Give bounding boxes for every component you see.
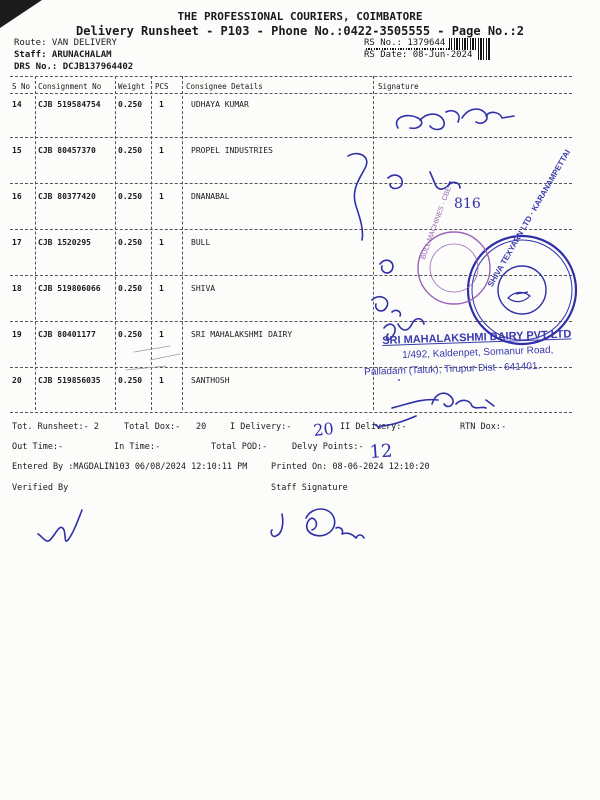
route-label: Route: VAN DELIVERY: [14, 38, 117, 48]
col-header-weight: Weight: [118, 82, 146, 91]
dairy-stamp-name: SRI MAHALAKSHMI DAIRY PVT LTD: [382, 328, 572, 347]
signature-row14: [397, 109, 514, 129]
total-pod-label: Total POD:-: [211, 442, 268, 452]
check-mark: [374, 416, 416, 428]
row-weight: 0.250: [118, 284, 143, 293]
signature-row20: [392, 393, 494, 408]
row-consignee: PROPEL INDUSTRIES: [191, 146, 273, 155]
row-weight: 0.250: [118, 146, 143, 155]
col-header-signature: Signature: [378, 82, 419, 91]
in-time-label: In Time:-: [114, 442, 161, 452]
delvy-points-handwritten: 12: [368, 440, 394, 463]
runsheet-title: Delivery Runsheet - P103 - Phone No.:0422-3505555 - Page No.:2: [76, 24, 524, 38]
printed-on: Printed On: 08-06-2024 12:10:20: [271, 462, 430, 472]
row-consignee: DNANABAL: [191, 192, 230, 201]
row-consignment: CJB 519584754: [38, 100, 101, 109]
dairy-stamp-address2: Palladam (Taluk), Tirupur Dist - 641401.: [364, 360, 541, 378]
i-delivery-handwritten: 20: [312, 418, 335, 440]
row-consignment: CJB 519856035: [38, 376, 101, 385]
total-dox-value: 20: [196, 422, 207, 432]
row-weight: 0.250: [118, 192, 143, 201]
row-consignment: CJB 80457370: [38, 146, 96, 155]
col-header-consignment: Consignment No: [38, 82, 102, 91]
row-weight: 0.250: [118, 100, 143, 109]
out-time-label: Out Time:-: [12, 442, 64, 452]
col-header-sno: S No: [12, 82, 31, 91]
row-sno: 19: [12, 330, 22, 339]
row-pcs: 1: [159, 284, 164, 293]
row-sno: 16: [12, 192, 22, 201]
machine-stamp-text: BULL MACHINES · CBE: [420, 185, 453, 261]
row-sno: 18: [12, 284, 22, 293]
row-consignment: CJB 519806066: [38, 284, 101, 293]
row-consignee: BULL: [191, 238, 211, 247]
col-header-pcs: PCS: [155, 82, 169, 91]
row-weight: 0.250: [118, 330, 143, 339]
dairy-stamp-address1: 1/492, Kaldenpet, Somanur Road,: [402, 344, 554, 361]
row-pcs: 1: [159, 146, 164, 155]
row-pcs: 1: [159, 100, 164, 109]
ii-delivery-label: II Delivery:-: [340, 422, 407, 432]
row-pcs: 1: [159, 376, 164, 385]
row-weight: 0.250: [118, 238, 143, 247]
staff-signature: [271, 509, 364, 538]
row-sno: 20: [12, 376, 22, 385]
staff-label: Staff: ARUNACHALAM: [14, 50, 112, 60]
rtn-dox-label: RTN Dox:-: [460, 422, 507, 432]
row-consignee: SANTHOSH: [191, 376, 230, 385]
pencil-mark: [126, 346, 180, 370]
staff-signature-label: Staff Signature: [271, 483, 348, 493]
row-consignment: CJB 80401177: [38, 330, 96, 339]
rs-number: RS No.: 1379644: [364, 38, 449, 48]
row-weight: 0.250: [118, 376, 143, 385]
verified-signature: [38, 510, 82, 541]
row-pcs: 1: [159, 192, 164, 201]
row-pcs: 1: [159, 330, 164, 339]
signature-row18: [372, 297, 400, 316]
rs-date: RS Date: 08-Jun-2024: [364, 50, 476, 60]
round-stamp-text: SHIVA TEXYARN LTD · KARANAMPETTAI: [486, 148, 573, 289]
signature-row17: [380, 260, 393, 273]
row-consignment: CJB 1520295: [38, 238, 91, 247]
row-sno: 14: [12, 100, 22, 109]
col-header-consignee: Consignee Details: [186, 82, 263, 91]
verified-by-label: Verified By: [12, 483, 69, 493]
row-sno: 15: [12, 146, 22, 155]
row-consignee: SRI MAHALAKSHMI DAIRY: [191, 330, 293, 339]
row16-handwritten-note: 816: [454, 196, 481, 212]
i-delivery-label: I Delivery:-: [230, 422, 292, 432]
row-consignee: SHIVA: [191, 284, 216, 293]
row-sno: 17: [12, 238, 22, 247]
delvy-points-label: Delvy Points:-: [292, 442, 364, 452]
row-consignment: CJB 80377420: [38, 192, 96, 201]
row-consignee: UDHAYA KUMAR: [191, 100, 249, 109]
drs-number: DRS No.: DCJB137964402: [14, 62, 134, 72]
company-title: THE PROFESSIONAL COURIERS, COIMBATORE: [177, 10, 423, 23]
entered-by: Entered By :MAGDALIN103 06/08/2024 12:10:11 PM: [12, 462, 248, 472]
total-dox-label: Total Dox:-: [124, 422, 181, 432]
row-pcs: 1: [159, 238, 164, 247]
tot-runsheet: Tot. Runsheet:- 2: [12, 422, 99, 432]
